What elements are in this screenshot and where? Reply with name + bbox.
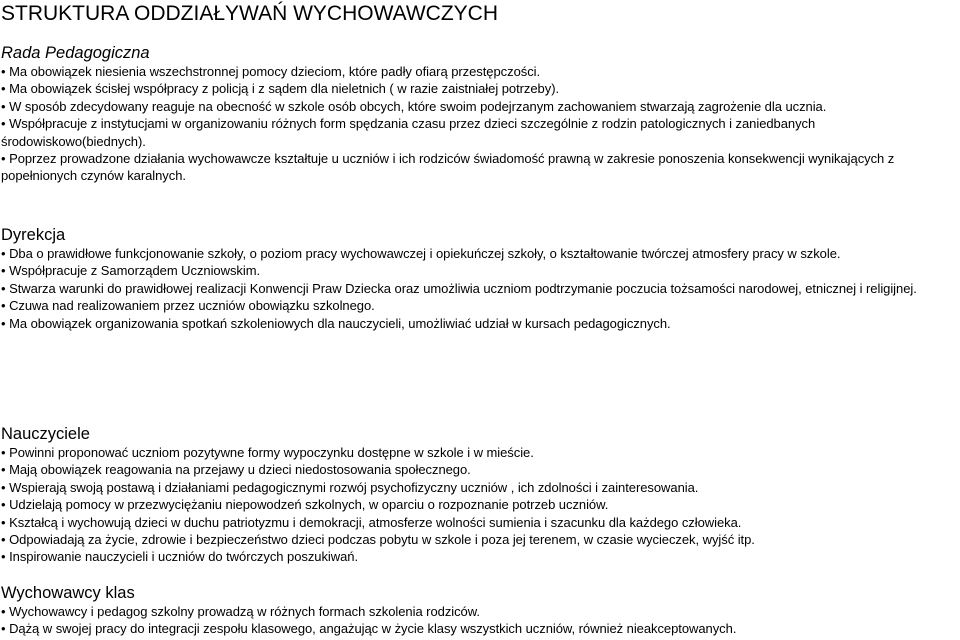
section-rada-pedagogiczna: [1, 44, 956, 185]
bullet-item: • Ma obowiązek niesienia wszechstronnej pomocy dzieciom, które padły ofiarą przestępczości.: [1, 63, 956, 80]
bullet-item: • W sposób zdecydowany reaguje na obecność w szkole osób obcych, które swoim podejrzanym zachowaniem stwarzają zagrożenie dla uczniа.: [1, 98, 956, 115]
bullet-list-dyrekcja: [1, 245, 956, 332]
bullet-item: • Mają obowiązek reagowania na przejawy u dzieci niedostosowania społecznego.: [1, 461, 956, 478]
bullet-item: • Dążą w swojej pracy do integracji zespołu klasowego, angażując w życie klasy wszystkich uczniów, również nieakceptowanych.: [1, 620, 956, 637]
section-heading-nauczyciele: Nauczyciele: [1, 425, 90, 443]
bullet-item: • Wychowawcy i pedagog szkolny prowadzą w różnych formach szkolenia rodziców.: [1, 603, 956, 620]
bullet-list-wychowawcy-klas: [1, 603, 956, 638]
bullet-item: • Wspierają swoją postawą i działaniami pedagogicznymi rozwój psychofizyczny uczniów , ich zdolności i zainteresowania.: [1, 479, 956, 496]
bullet-item: • Udzielają pomocy w przezwyciężaniu niepowodzeń szkolnych, w oparciu o rozpoznanie potrzeb uczniów.: [1, 496, 956, 513]
section-heading-rada-pedagogiczna: Rada Pedagogiczna: [1, 44, 150, 62]
bullet-item: • Współpracuje z instytucjami w organizowaniu różnych form spędzania czasu przez dzieci szczególnie z rodzin patologicznych i zaniedbanych środowiskowo(biednych).: [1, 115, 956, 150]
bullet-item: • Inspirowanie nauczycieli i uczniów do twórczych poszukiwań.: [1, 548, 956, 565]
section-heading-dyrekcja: Dyrekcja: [1, 226, 66, 244]
bullet-item: • Stwarza warunki do prawidłowej realizacji Konwencji Praw Dziecka oraz umożliwia uczniom podtrzymanie poczucia tożsamości narodowej, etnicznej i religijnej.: [1, 280, 956, 297]
bullet-item: • Dba o prawidłowe funkcjonowanie szkoły, o poziom pracy wychowawczej i opiekuńczej szkoły, o kształtowanie twórczej atmosfery pracy w szkole.: [1, 245, 956, 262]
bullet-item: • Powinni proponować uczniom pozytywne formy wypoczynku dostępne w szkole i w mieście.: [1, 444, 956, 461]
bullet-item: • Współpracuje z Samorządem Uczniowskim.: [1, 262, 956, 279]
bullet-item: • Czuwa nad realizowaniem przez uczniów obowiązku szkolnego.: [1, 297, 956, 314]
bullet-item: • Ma obowiązek organizowania spotkań szkoleniowych dla nauczycieli, umożliwiać udział w kursach pedagogicznych.: [1, 315, 956, 332]
bullet-item: • Poprzez prowadzone działania wychowawcze kształtuje u uczniów i ich rodziców świadomość prawną w zakresie ponoszenia konsekwencji wynikających z popełnionych czynów karalnych.: [1, 150, 956, 185]
section-nauczyciele: [1, 425, 956, 566]
section-heading-wychowawcy-klas: Wychowawcy klas: [1, 584, 135, 602]
bullet-item: • Odpowiadają za życie, zdrowie i bezpieczeństwo dzieci podczas pobytu w szkole i poza jej terenem, w czasie wycieczek, wyjść itp.: [1, 531, 956, 548]
document-title: STRUKTURA ODDZIAŁYWAŃ WYCHOWAWCZYCH: [1, 2, 498, 25]
bullet-list-nauczyciele: [1, 444, 956, 566]
bullet-list-rada-pedagogiczna: [1, 63, 956, 185]
section-wychowawcy-klas: [1, 584, 956, 638]
section-dyrekcja: [1, 226, 956, 332]
bullet-item: • Ma obowiązek ścisłej współpracy z policją i z sądem dla nieletnich ( w razie zaistniałej potrzeby).: [1, 80, 956, 97]
bullet-item: • Kształcą i wychowują dzieci w duchu patriotyzmu i demokracji, atmosferze wolności sumienia i szacunku dla każdego człowieka.: [1, 514, 956, 531]
